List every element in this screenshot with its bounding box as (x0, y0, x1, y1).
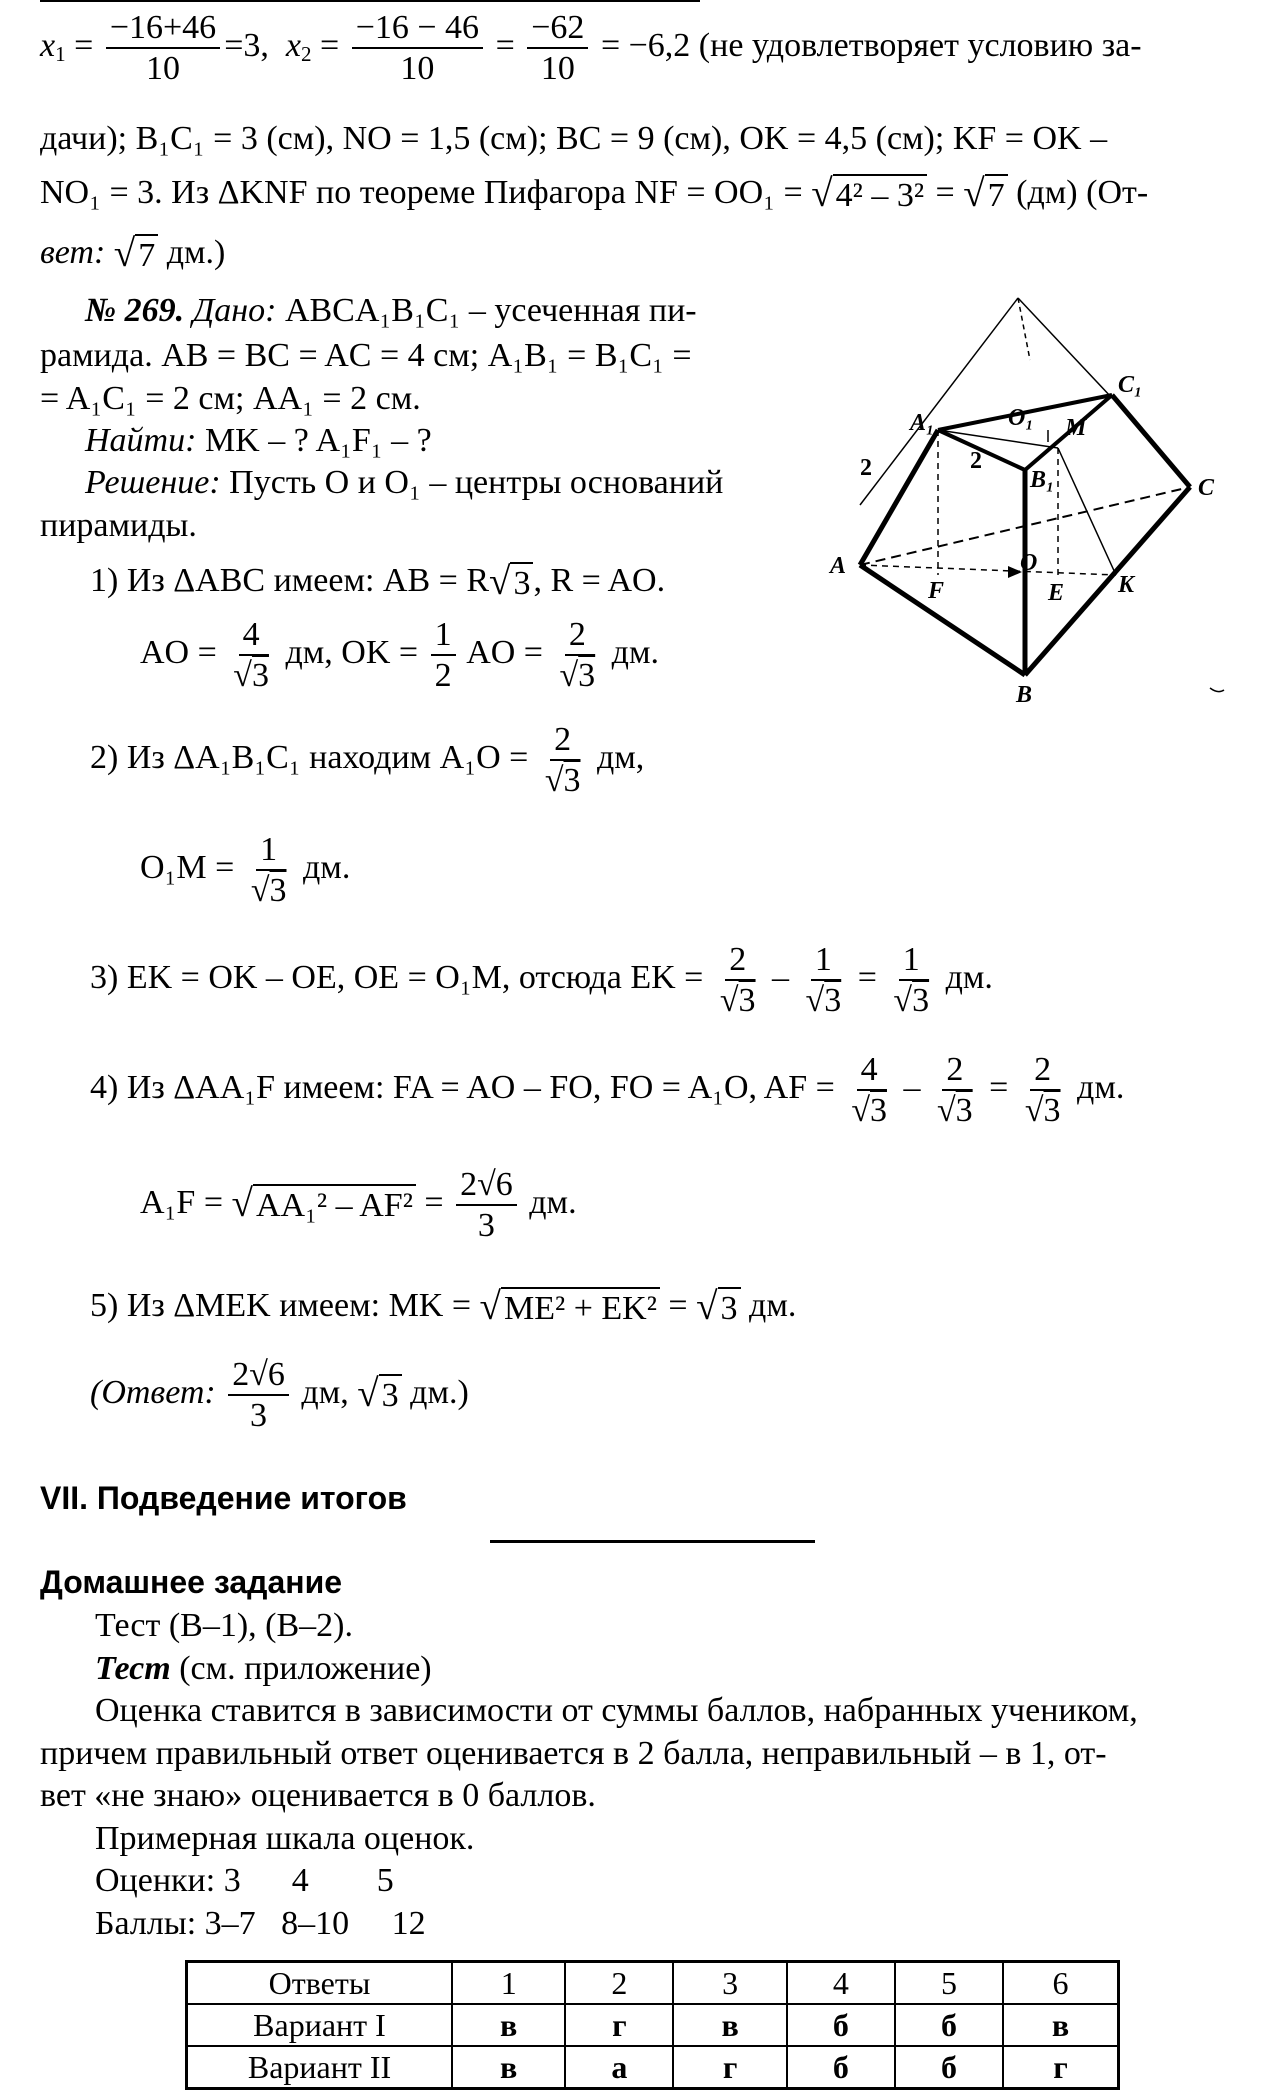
x2-fraction-1: $\frac{-16 - 46}{10}$ (352, 8, 483, 88)
answers-table (185, 1960, 1120, 2090)
table-row (187, 2004, 1119, 2046)
table-cell: в (452, 2046, 565, 2089)
table-cell: г (1003, 2046, 1119, 2089)
find-line: Найти: MK – ? A₁F₁ – ? (85, 422, 432, 459)
points-line: Баллы: 3–7 8–10 12 (95, 1905, 426, 1942)
table-cell: б (895, 2046, 1003, 2089)
x1-label: x (40, 26, 56, 64)
homework-tests: Тест (В–1), (В–2). (95, 1607, 354, 1644)
label-F: F (928, 578, 945, 604)
table-header-row (187, 1962, 1119, 2005)
top-rule (40, 0, 700, 2)
table-cell: б (895, 2004, 1003, 2046)
section-7-heading: VII. Подведение итогов (40, 1480, 407, 1516)
table-header-cell: Ответы (187, 1962, 453, 2005)
equation-x1-x2: $x_1$ = $\frac{-16+46}{10}$ =3, $x_2$ = $\frac{-16 - 46}{10}$ = $\frac{-62}{10}$ = −6,2 (не удовлетворяет условию за- (40, 9, 1142, 88)
table-header-cell: 4 (787, 1962, 895, 2005)
solution-line-2: пирамиды. (40, 507, 197, 544)
label-B: B (1016, 682, 1033, 708)
table-cell: в (452, 2004, 565, 2046)
table-header-cell: 6 (1003, 1962, 1119, 2005)
step-3: 3) EK = OK – OE, OE = O₁M, отсюда EK = $\frac{2}{√3}$ – $\frac{1}{√3}$ = $\frac{1}{√3}$ дм. (90, 941, 993, 1020)
top-line-2: дачи); B₁C₁ = 3 (см), NO = 1,5 (см); BC = 9 (см), OK = 4,5 (см); KF = OK – (40, 120, 1108, 157)
label-edge-2-left: 2 (860, 455, 872, 481)
step-1: 1) Из ΔABC имеем: AB = R √ 3 , R = AO. (90, 559, 666, 603)
homework-para-3: вет «не знаю» оценивается в 0 баллов. (40, 1777, 596, 1814)
sqrt-7: √ 7 (963, 174, 1007, 217)
problem-269-given: № 269. Дано: ABCA₁B₁C₁ – усеченная пи- (85, 292, 697, 329)
label-O: O (1020, 550, 1038, 576)
truncated-pyramid-figure (820, 290, 1260, 710)
homework-test-line: Тест (см. приложение) (95, 1650, 432, 1687)
given-line-2: рамида. AB = BC = AC = 4 см; A₁B₁ = B₁C₁ = (40, 337, 692, 374)
label-O1: O₁ (1008, 405, 1034, 431)
step-2-line-2: O₁M = $\frac{1}{√3}$ дм. (140, 831, 351, 910)
top-line-4: вет: √ 7 дм.) (40, 231, 226, 275)
x2-fraction-2: $\frac{-62}{10}$ (527, 8, 588, 88)
section-divider (490, 1540, 815, 1543)
table-header-cell: 3 (673, 1962, 786, 2005)
table-cell: б (787, 2004, 895, 2046)
step-2: 2) Из ΔA₁B₁C₁ находим A₁O = $\frac{2}{√3}$ дм, (90, 721, 645, 800)
table-header-cell: 2 (565, 1962, 673, 2005)
table-cell: б (787, 2046, 895, 2089)
table-cell: в (1003, 2004, 1119, 2046)
table-header-cell: 1 (452, 1962, 565, 2005)
label-M: M (1065, 415, 1087, 441)
sqrt-4sq-3sq: √ 4² – 3² (811, 174, 927, 217)
x1-fraction: $\frac{-16+46}{10}$ (106, 8, 220, 88)
label-E: E (1048, 580, 1065, 606)
table-cell: в (673, 2004, 786, 2046)
label-A1: A₁ (910, 410, 935, 436)
label-edge-2-top: 2 (970, 448, 982, 474)
table-header-cell: 5 (895, 1962, 1003, 2005)
step-4-line-2: A₁F = √ AA₁² – AF² = $\frac{2√6}{3}$ дм. (140, 1166, 577, 1245)
table-cell: г (673, 2046, 786, 2089)
table-row (187, 2046, 1119, 2089)
top-line-3: NO₁ = 3. Из ΔKNF по теореме Пифагора NF = OO₁ = √ 4² – 3² = √ 7 (дм) (От- (40, 171, 1149, 215)
table-cell: Вариант II (187, 2046, 453, 2089)
grades-line: Оценки: 3 4 5 (95, 1862, 394, 1899)
scale-title: Примерная шкала оценок. (95, 1820, 475, 1857)
problem-number: № 269. (85, 292, 185, 329)
label-B1: B₁ (1030, 467, 1055, 493)
step-1-line-2: AO = $\frac{4}{√3}$ дм, OK = $\frac{1}{2}$ AO = $\frac{2}{√3}$ дм. (140, 616, 659, 695)
table-cell: г (565, 2004, 673, 2046)
label-A: A (830, 553, 847, 579)
answer-269: (Ответ: $\frac{2√6}{3}$ дм, √ 3 дм.) (90, 1356, 469, 1435)
given-line-3: = A₁C₁ = 2 см; AA₁ = 2 см. (40, 380, 421, 417)
label-C1: C₁ (1118, 372, 1143, 398)
table-cell: Вариант I (187, 2004, 453, 2046)
solution-line: Решение: Пусть O и O₁ – центры оснований (85, 464, 724, 501)
step-4: 4) Из ΔAA₁F имеем: FA = AO – FO, FO = A₁O, AF = $\frac{4}{√3}$ – $\frac{2}{√3}$ = $\frac{2}{√3}$ дм. (90, 1051, 1125, 1130)
homework-para-2: причем правильный ответ оценивается в 2 балла, неправильный – в 1, от- (40, 1735, 1107, 1772)
homework-heading: Домашнее задание (40, 1564, 343, 1600)
sqrt-7-answer: √ 7 (114, 234, 158, 277)
label-K: K (1118, 572, 1135, 598)
step-5: 5) Из ΔMEK имеем: MK = √ ME² + EK² = √ 3 дм. (90, 1284, 797, 1328)
label-C: C (1198, 475, 1215, 501)
homework-para-1: Оценка ставится в зависимости от суммы баллов, набранных учеником, (95, 1692, 1138, 1729)
table-cell: а (565, 2046, 673, 2089)
